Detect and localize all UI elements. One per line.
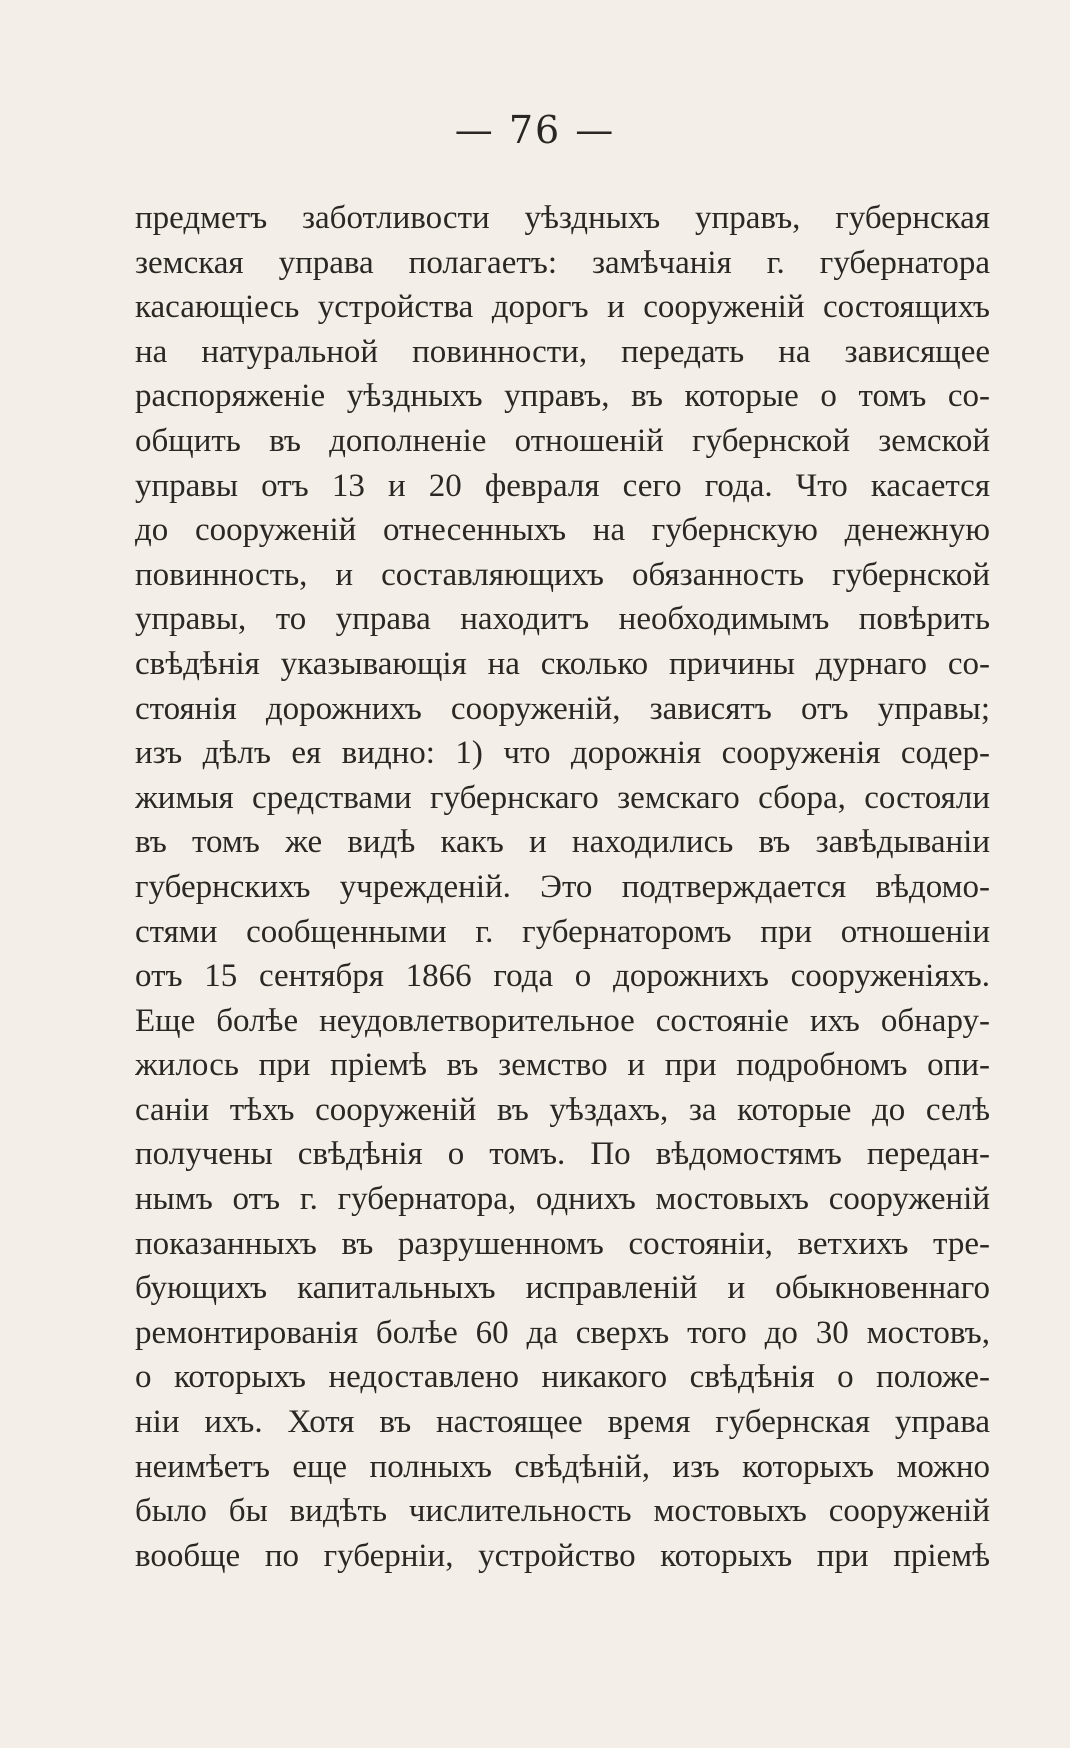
text-line: вообще по губерніи, устройство которыхъ при пріемѣ bbox=[135, 1537, 990, 1574]
text-line: губернскихъ учрежденій. Это подтверждается вѣдомо- bbox=[135, 868, 990, 905]
page-number: — 76 — bbox=[454, 108, 616, 152]
text-line: общить въ дополненіе отношеній губернской земской bbox=[135, 422, 990, 459]
text-line: о которыхъ недоставлено никакого свѣдѣнія о положе- bbox=[135, 1359, 990, 1396]
text-line: жимыя средствами губернскаго земскаго сбора, состояли bbox=[135, 779, 990, 816]
text-line: бующихъ капитальныхъ исправленій и обыкновеннаго bbox=[135, 1270, 990, 1307]
text-line: предметъ заботливости уѣздныхъ управъ, губернская bbox=[135, 200, 990, 236]
body-text bbox=[135, 196, 990, 1578]
text-line: получены свѣдѣнія о томъ. По вѣдомостямъ передан- bbox=[135, 1136, 990, 1173]
text-line: нымъ отъ г. губернатора, однихъ мостовыхъ сооруженій bbox=[135, 1181, 990, 1218]
text-line: касающіесь устройства дорогъ и сооруженій состоящихъ bbox=[135, 289, 990, 326]
text-line: на натуральной повинности, передать на зависящее bbox=[135, 333, 990, 370]
text-line: ніи ихъ. Хотя въ настоящее время губернская управа bbox=[135, 1404, 990, 1441]
text-line: саніи тѣхъ сооруженій въ уѣздахъ, за которые до селѣ bbox=[135, 1091, 990, 1128]
text-line: повинность, и составляющихъ обязанность губернской bbox=[135, 556, 990, 593]
text-line: въ томъ же видѣ какъ и находились въ завѣдываніи bbox=[135, 824, 990, 861]
text-line: распоряженіе уѣздныхъ управъ, въ которые о томъ со- bbox=[135, 378, 990, 415]
text-line: Еще болѣе неудовлетворительное состояніе ихъ обнару- bbox=[135, 1002, 990, 1039]
text-line: жилось при пріемѣ въ земство и при подробномъ опи- bbox=[135, 1047, 990, 1084]
text-line: управы, то управа находитъ необходимымъ повѣрить bbox=[135, 601, 990, 638]
text-line: неимѣетъ еще полныхъ свѣдѣній, изъ которыхъ можно bbox=[135, 1448, 990, 1485]
text-line: стоянія дорожнихъ сооруженій, зависятъ отъ управы; bbox=[135, 690, 990, 727]
text-line: ремонтированія болѣе 60 да сверхъ того до 30 мостовъ, bbox=[135, 1314, 990, 1351]
text-line: стями сообщенными г. губернаторомъ при отношеніи bbox=[135, 913, 990, 950]
text-line: изъ дѣлъ ея видно: 1) что дорожнія сооруженія содер- bbox=[135, 735, 990, 772]
text-line: показанныхъ въ разрушенномъ состояніи, ветхихъ тре- bbox=[135, 1225, 990, 1262]
text-line: управы отъ 13 и 20 февраля сего года. Что касается bbox=[135, 467, 990, 504]
text-line: было бы видѣть числительность мостовыхъ сооруженій bbox=[135, 1493, 990, 1530]
text-line: свѣдѣнія указывающія на сколько причины дурнаго со- bbox=[135, 645, 990, 682]
text-line: до сооруженій отнесенныхъ на губернскую денежную bbox=[135, 512, 990, 549]
text-line: земская управа полагаетъ: замѣчанія г. губернатора bbox=[135, 244, 990, 281]
text-line: отъ 15 сентября 1866 года о дорожнихъ сооруженіяхъ. bbox=[135, 958, 990, 995]
